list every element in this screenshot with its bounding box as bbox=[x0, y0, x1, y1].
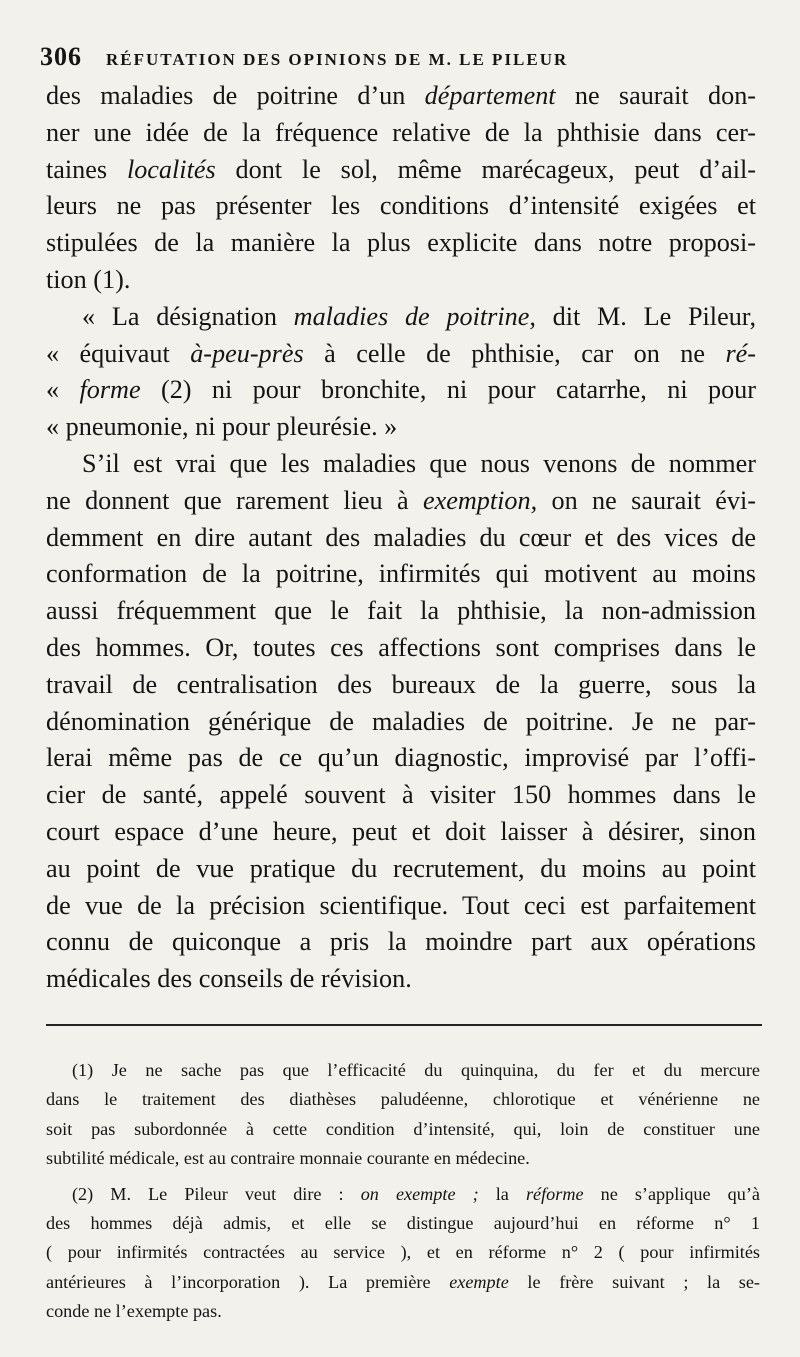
footnote-line: ( pour infirmités contractées au service ), et en réforme n° 2 ( pour infirmités bbox=[46, 1242, 760, 1263]
text-line: « La désignation maladies de poitrine, dit M. Le Pileur, bbox=[82, 301, 757, 331]
text-line: leurs ne pas présenter les conditions d’intensité exigées et bbox=[46, 191, 756, 221]
footnote-line: soit pas subordonnée à cette condition d’intensité, qui, loin de constituer une bbox=[46, 1118, 760, 1139]
footnote-line: des hommes déjà admis, et elle se distingue aujourd’hui en réforme n° 1 bbox=[46, 1213, 760, 1234]
text-line: de vue de la précision scientifique. Tout ceci est parfaitement bbox=[46, 890, 756, 920]
footnote-line: dans le traitement des diathèses paludéenne, chlorotique et vénérienne ne bbox=[46, 1089, 760, 1110]
footnote-line: conde ne l’exempte pas. bbox=[46, 1301, 222, 1322]
text-line: médicales des conseils de révision. bbox=[46, 964, 412, 994]
page-number: 306 bbox=[40, 42, 82, 71]
running-title: RÉFUTATION DES OPINIONS DE M. LE PILEUR bbox=[106, 50, 569, 69]
text-line: tion (1). bbox=[46, 264, 131, 294]
body-text bbox=[46, 78, 756, 998]
footnotes bbox=[46, 1056, 760, 1327]
text-line: ne donnent que rarement lieu à exemption, on ne saurait évi- bbox=[46, 485, 757, 515]
page-header bbox=[40, 42, 754, 76]
footnote-line: (1) Je ne sache pas que l’efficacité du quinquina, du fer et du mercure bbox=[72, 1060, 760, 1080]
footnote-line: antérieures à l’incorporation ). La première exempte le frère suivant ; la se- bbox=[46, 1271, 760, 1292]
footnote-divider bbox=[46, 1024, 762, 1026]
text-line: taines localités dont le sol, même marécageux, peut d’ail- bbox=[46, 154, 756, 184]
text-line: ner une idée de la fréquence relative de la phthisie dans cer- bbox=[46, 117, 756, 147]
text-line: court espace d’une heure, peut et doit laisser à désirer, sinon bbox=[46, 816, 756, 846]
footnote-line: (2) M. Le Pileur veut dire : on exempte ; la réforme ne s’applique qu’à bbox=[72, 1183, 760, 1204]
text-line: conformation de la poitrine, infirmités qui motivent au moins bbox=[46, 559, 756, 589]
text-line: S’il est vrai que les maladies que nous venons de nommer bbox=[82, 448, 756, 478]
text-line: cier de santé, appelé souvent à visiter 150 hommes dans le bbox=[46, 780, 756, 810]
text-line: « pneumonie, ni pour pleurésie. » bbox=[46, 412, 398, 442]
text-line: aussi fréquemment que le fait la phthisie, la non-admission bbox=[46, 596, 756, 626]
text-line: lerai même pas de ce qu’un diagnostic, improvisé par l’offi- bbox=[46, 743, 756, 773]
text-line: « équivaut à-peu-près à celle de phthisie, car on ne ré- bbox=[46, 338, 756, 368]
text-line: demment en dire autant des maladies du cœur et des vices de bbox=[46, 522, 756, 552]
text-line: connu de quiconque a pris la moindre part aux opérations bbox=[46, 927, 756, 957]
text-line: stipulées de la manière la plus explicite dans notre proposi- bbox=[46, 228, 756, 258]
text-line: « forme (2) ni pour bronchite, ni pour catarrhe, ni pour bbox=[46, 375, 756, 405]
text-line: dénomination générique de maladies de poitrine. Je ne par- bbox=[46, 706, 756, 736]
text-line: travail de centralisation des bureaux de la guerre, sous la bbox=[46, 669, 756, 699]
text-line: des hommes. Or, toutes ces affections sont comprises dans le bbox=[46, 632, 756, 662]
text-line: au point de vue pratique du recrutement, du moins au point bbox=[46, 853, 756, 883]
footnote-line: subtilité médicale, est au contraire monnaie courante en médecine. bbox=[46, 1148, 530, 1169]
text-line: des maladies de poitrine d’un département ne saurait don- bbox=[46, 81, 757, 110]
